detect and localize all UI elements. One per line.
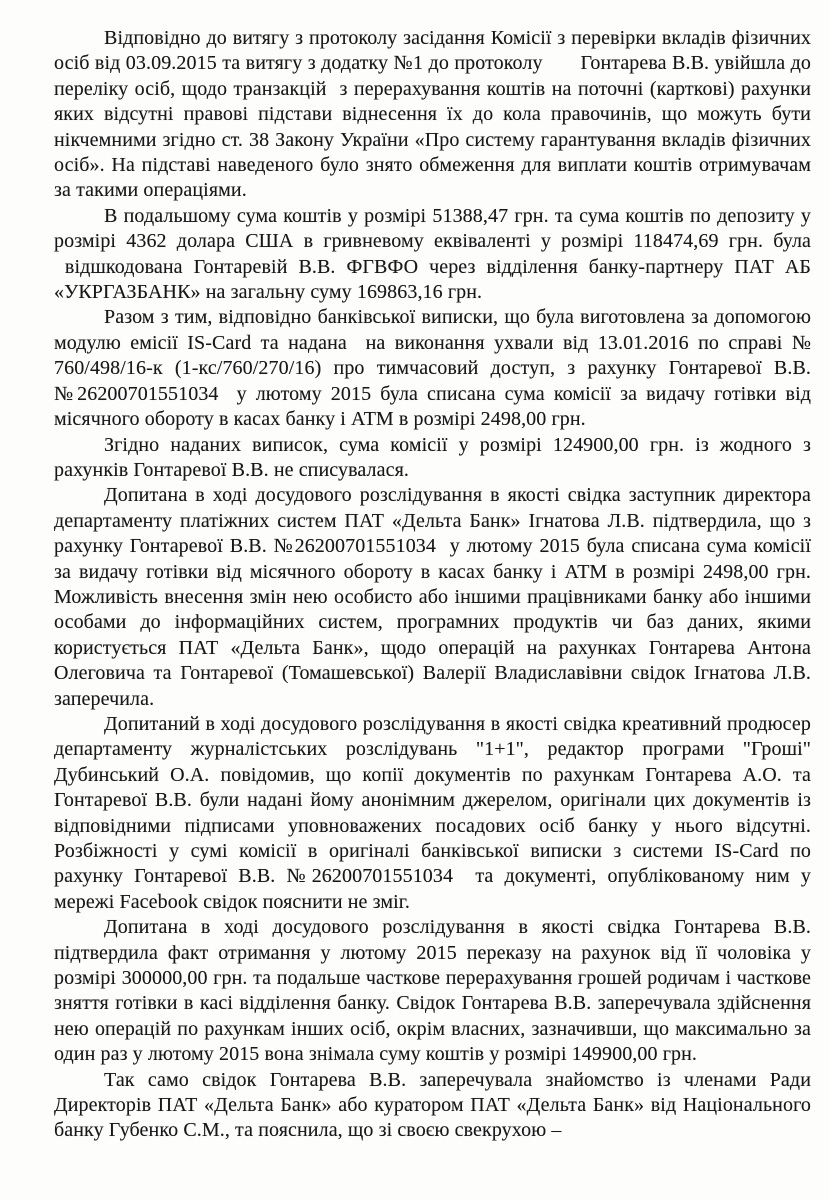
paragraph-gontareva-denial: Так само свідок Гонтарева В.В. заперечувала знайомство із членами Ради Директорів ПАТ «Дельта Банк» або куратором ПАТ «Дельта Банк» від Національного банку Губенко С.М., та пояснила, що зі своєю свекрухою –	[54, 1068, 811, 1142]
paragraph-commission-not-debited: Згідно наданих виписок, сума комісії у розмірі 124900,00 грн. із жодного з рахунків Гонтаревої В.В. не списувалася.	[54, 433, 811, 481]
paragraph-commission-extract: Відповідно до витягу з протоколу засідання Комісії з перевірки вкладів фізичних осіб від 03.09.2015 та витягу з додатку №1 до протоколу Гонтарева В.В. увійшла до переліку осіб, щодо транзакцій з перерахування коштів на поточні (карткові) рахунки яких відсутні правові підстави віднесення їх до кола правочинів, що можуть бути нікчемними згідно ст. 38 Закону України «Про систему гарантування вкладів фізичних осіб». На підставі наведеного було знято обмеження для виплати коштів отримувачам за такими операціями.	[54, 27, 811, 202]
document-text-block	[54, 26, 811, 1144]
paragraph-bank-statement: Разом з тим, відповідно банківської виписки, що була виготовлена за допомогою модулю емісії IS-Card та надана на виконання ухвали від 13.01.2016 по справі № 760/498/16-к (1-кс/760/270/16) про тимчасовий доступ, з рахунку Гонтаревої В.В. №26200701551034 у лютому 2015 була списана сума комісії за видачу готівки від місячного обороту в касах банку і АТМ в розмірі 2498,00 грн.	[54, 306, 811, 431]
paragraph-witness-gontareva: Допитана в ході досудового розслідування в якості свідка Гонтарева В.В. підтвердила факт отримання у лютому 2015 переказу на рахунок від її чоловіка у розмірі 300000,00 грн. та подальше часткове перерахування грошей родичам і часткове зняття готівки в касі відділення банку. Свідок Гонтарева В.В. заперечувала здійснення нею операцій по рахункам інших осіб, окрім власних, зазначивши, що максимально за один раз у лютому 2015 вона знімала суму коштів у розмірі 149900,00 грн.	[54, 916, 811, 1066]
paragraph-witness-ignatova: Допитана в ході досудового розслідування в якості свідка заступник директора департаменту платіжних систем ПАТ «Дельта Банк» Ігнатова Л.В. підтвердила, що з рахунку Гонтаревої В.В. №26200701551034 у лютому 2015 була списана сума комісії за видачу готівки від місячного обороту в касах банку і АТМ в розмірі 2498,00 грн. Можливість внесення змін нею особисто або іншими працівниками банку або іншими особами до інформаційних систем, програмних продуктів чи баз даних, якими користується ПАТ «Дельта Банк», щодо операцій на рахунках Гонтарева Антона Олеговича та Гонтаревої (Томашевської) Валерії Владиславівни свідок Ігнатова Л.В. заперечила.	[54, 484, 811, 710]
paragraph-witness-dubynskyi: Допитаний в ході досудового розслідування в якості свідка креативний продюсер департаменту журналістських розслідувань "1+1", редактор програми "Гроші" Дубинський О.А. повідомив, що копії документів по рахункам Гонтарева А.О. та Гонтаревої В.В. були надані йому анонімним джерелом, оригінали цих документів із відповідними підписами уповноважених посадових осіб банку у нього відсутні. Розбіжності у сумі комісії в оригіналі банківської виписки з системи IS-Card по рахунку Гонтаревої В.В. №26200701551034 та документі, опублікованому ним у мережі Facebook свідок пояснити не зміг.	[54, 712, 811, 913]
paragraph-reimbursement: В подальшому сума коштів у розмірі 51388,47 грн. та сума коштів по депозиту у розмірі 4362 долара США в гривневому еквіваленті у розмірі 118474,69 грн. була відшкодована Гонтаревій В.В. ФГВФО через відділення банку-партнеру ПАТ АБ «УКРГАЗБАНК» на загальну суму 169863,16 грн.	[54, 204, 811, 304]
